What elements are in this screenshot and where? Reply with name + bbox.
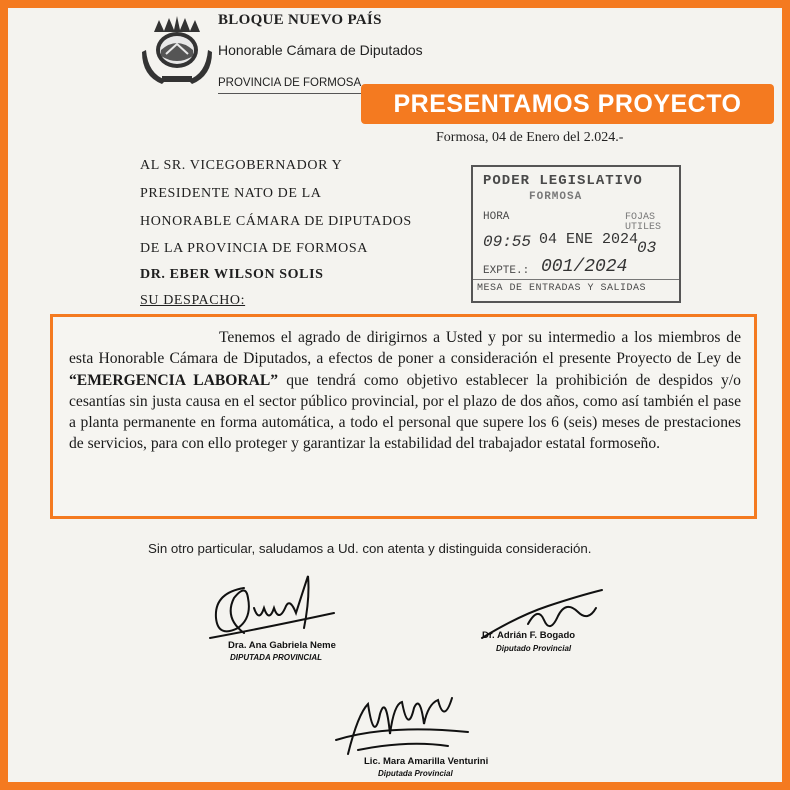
- addressee-line-4: DE LA PROVINCIA DE FORMOSA: [140, 241, 368, 256]
- letterhead-camara: Honorable Cámara de Diputados: [218, 42, 423, 58]
- stamp-rule: [473, 279, 679, 280]
- addressee-line-2: PRESIDENTE NATO DE LA: [140, 186, 322, 201]
- presentamos-banner: PRESENTAMOS PROYECTO: [361, 84, 774, 124]
- signature-venturini-icon: [328, 684, 478, 762]
- closing-line: Sin otro particular, saludamos a Ud. con atenta y distinguida consideración.: [148, 541, 592, 556]
- letter-date: Formosa, 04 de Enero del 2.024.-: [436, 130, 624, 145]
- letterhead-bloque: BLOQUE NUEVO PAÍS: [218, 12, 382, 28]
- stamp-fojas-text: FOJAS: [625, 212, 656, 223]
- document-page: [8, 8, 782, 782]
- reception-stamp: [471, 165, 681, 303]
- addressee-line-3: HONORABLE CÁMARA DE DIPUTADOS: [140, 214, 412, 229]
- emergencia-laboral-title: “EMERGENCIA LABORAL”: [69, 371, 279, 389]
- stamp-date: 04 ENE 2024: [539, 231, 639, 248]
- stamp-time: 09:55: [483, 233, 532, 251]
- provincial-crest-icon: [136, 10, 218, 92]
- stamp-hora-label: HORA: [483, 211, 510, 223]
- stamp-utiles-text: UTILES: [625, 222, 662, 233]
- signature-role-1: DIPUTADA PROVINCIAL: [230, 653, 322, 662]
- stamp-expte-value: 001/2024: [541, 257, 628, 277]
- addressee-line-1: AL SR. VICEGOBERNADOR Y: [140, 158, 343, 173]
- highlighted-body-box: [50, 314, 757, 519]
- stamp-title: PODER LEGISLATIVO: [483, 173, 643, 189]
- signature-name-1: Dra. Ana Gabriela Neme: [228, 640, 336, 651]
- stamp-subtitle: FORMOSA: [529, 191, 583, 203]
- signature-role-2: Diputado Provincial: [496, 644, 572, 653]
- stamp-fojas-label: [625, 213, 661, 233]
- stamp-expte-label: EXPTE.:: [483, 265, 530, 277]
- body-paragraph: [69, 327, 741, 455]
- signature-role-3: Diputada Provincial: [378, 769, 453, 778]
- stamp-fojas-value: 03: [637, 239, 657, 257]
- addressee-despacho: SU DESPACHO:: [140, 293, 246, 308]
- stamp-mesa: MESA DE ENTRADAS Y SALIDAS: [477, 283, 647, 294]
- body-part-1: Tenemos el agrado de dirigirnos a Usted y por su intermedio a los miembros de esta Honorable Cámara de Diputados, a efectos de poner a consideración el presente Proyecto de Ley de: [69, 329, 741, 368]
- addressee-name: DR. EBER WILSON SOLIS: [140, 267, 324, 282]
- body-part-2: que tendrá como objetivo establecer la prohibición de despidos y/o cesantías sin justa causa en el sector público provincial, por el plazo de dos años, como así también el pase a planta permanente en forma automática, a todo el personal que supere los 6 (seis) meses de prestaciones de servicios, para con ello proteger y garantizar la estabilidad del trabajador estatal formoseño.: [69, 371, 741, 453]
- signature-name-3: Lic. Mara Amarilla Venturini: [364, 756, 489, 767]
- letterhead-provincia: PROVINCIA DE FORMOSA: [218, 77, 362, 89]
- signature-name-2: Dr. Adrián F. Bogado: [482, 630, 576, 641]
